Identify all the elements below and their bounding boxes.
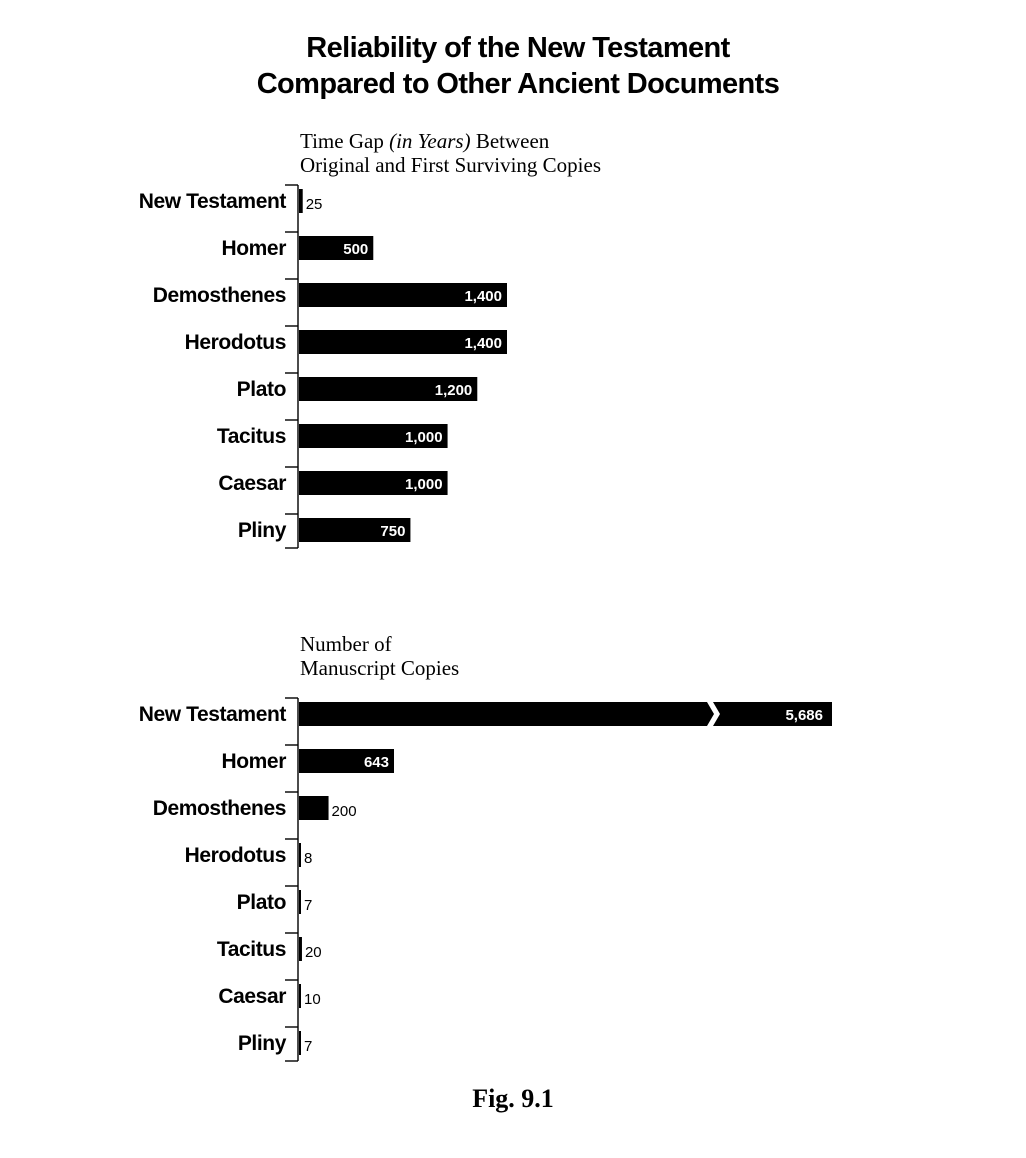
category-label-tacitus: Tacitus xyxy=(216,938,286,961)
title-line-1: Reliability of the New Testament xyxy=(306,32,730,64)
category-label-pliny: Pliny xyxy=(237,1032,286,1055)
value-label-demosthenes: 200 xyxy=(331,803,357,820)
time-gap-title-line-1: Time Gap (in Years) Between xyxy=(300,129,550,153)
category-label-plato: Plato xyxy=(236,891,286,914)
bar-pliny xyxy=(299,1031,301,1055)
value-label-plato: 7 xyxy=(304,897,313,914)
category-label-homer: Homer xyxy=(221,750,286,773)
value-label-tacitus: 1,000 xyxy=(405,429,443,446)
bar-tacitus xyxy=(299,937,302,961)
value-label-caesar: 10 xyxy=(304,991,321,1008)
value-label-new-testament: 5,686 xyxy=(785,707,823,724)
bar-new-testament-segment-1 xyxy=(299,702,714,726)
time-gap-title-line-2: Original and First Surviving Copies xyxy=(300,153,601,177)
category-label-herodotus: Herodotus xyxy=(184,331,286,354)
category-label-herodotus: Herodotus xyxy=(184,844,286,867)
category-label-new-testament: New Testament xyxy=(138,703,286,726)
manuscript-title-line-1: Number of xyxy=(300,632,392,656)
bar-demosthenes xyxy=(299,796,329,820)
category-label-demosthenes: Demosthenes xyxy=(152,797,286,820)
category-label-tacitus: Tacitus xyxy=(216,425,286,448)
value-label-herodotus: 8 xyxy=(304,850,313,867)
bar-herodotus xyxy=(299,843,301,867)
category-label-caesar: Caesar xyxy=(218,985,286,1008)
value-label-tacitus: 20 xyxy=(304,944,322,961)
value-label-caesar: 1,000 xyxy=(405,476,443,493)
figure-caption: Fig. 9.1 xyxy=(472,1084,554,1113)
category-label-homer: Homer xyxy=(221,237,286,260)
bar-caesar xyxy=(299,984,301,1008)
value-label-new-testament: 25 xyxy=(305,196,323,213)
value-label-demosthenes: 1,400 xyxy=(464,288,502,305)
category-label-pliny: Pliny xyxy=(237,519,286,542)
category-label-new-testament: New Testament xyxy=(138,190,286,213)
value-label-plato: 1,200 xyxy=(434,382,473,399)
bar-plato xyxy=(299,890,301,914)
value-label-homer: 500 xyxy=(343,241,369,258)
value-label-herodotus: 1,400 xyxy=(464,335,502,352)
value-label-homer: 643 xyxy=(363,754,389,771)
manuscript-title-line-2: Manuscript Copies xyxy=(300,656,460,680)
title-line-2: Compared to Other Ancient Documents xyxy=(256,68,780,100)
value-label-pliny: 7 xyxy=(304,1038,313,1055)
category-label-caesar: Caesar xyxy=(218,472,286,495)
category-label-plato: Plato xyxy=(236,378,286,401)
value-label-pliny: 750 xyxy=(380,523,406,540)
category-label-demosthenes: Demosthenes xyxy=(152,284,286,307)
